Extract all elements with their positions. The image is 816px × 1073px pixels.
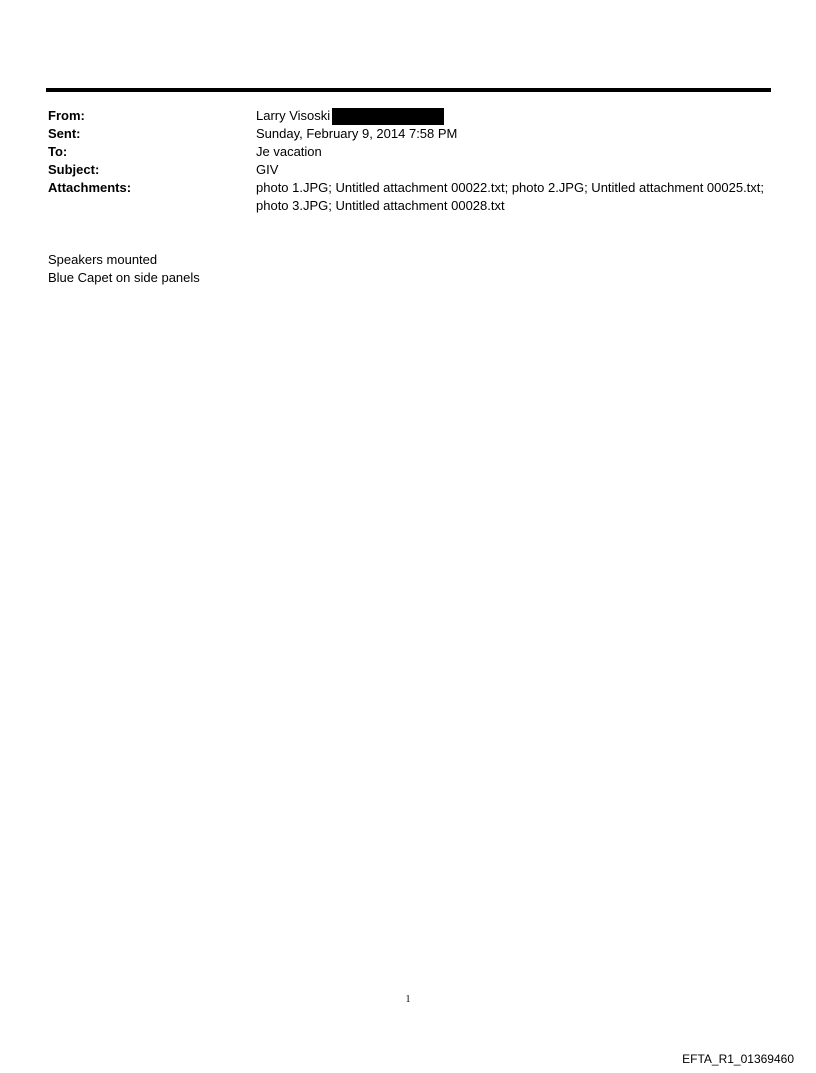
header-rule: [46, 88, 771, 92]
page-number: 1: [405, 994, 411, 1005]
attachments-row: [48, 179, 768, 215]
from-value: Larry Visoski: [256, 108, 331, 123]
email-body: [48, 251, 200, 287]
to-value: Je vacation: [256, 144, 322, 159]
email-header: [48, 107, 768, 215]
subject-row: [48, 161, 768, 179]
redaction-block: [332, 108, 444, 125]
sent-row: [48, 125, 768, 143]
body-line: Blue Capet on side panels: [48, 270, 200, 285]
attachments-value: photo 1.JPG; Untitled attachment 00022.txt; photo 2.JPG; Untitled attachment 00025.txt; photo 3.JPG; Untitled attachment 00028.txt: [256, 180, 765, 213]
document-id: EFTA_R1_01369460: [682, 1052, 794, 1066]
subject-label: Subject:: [48, 162, 100, 177]
sent-label: Sent:: [48, 126, 81, 141]
attachments-label: Attachments:: [48, 180, 132, 195]
from-row: [48, 107, 768, 125]
to-row: [48, 143, 768, 161]
to-label: To:: [48, 144, 68, 159]
subject-value: GIV: [256, 162, 279, 177]
body-line: Speakers mounted: [48, 252, 158, 267]
sent-value: Sunday, February 9, 2014 7:58 PM: [256, 126, 458, 141]
from-label: From:: [48, 108, 85, 123]
